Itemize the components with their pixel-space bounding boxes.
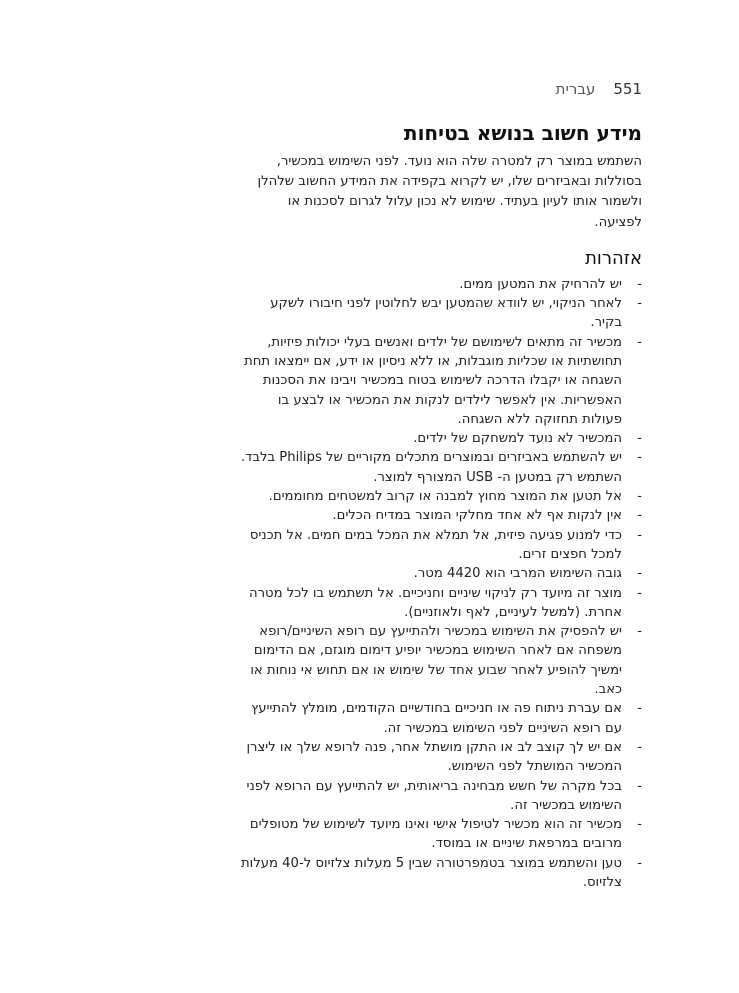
warning-item	[237, 854, 642, 893]
bullet-dash: -	[637, 855, 642, 871]
warning-item	[237, 738, 642, 777]
bullet-dash: -	[637, 527, 642, 543]
warning-item	[237, 699, 642, 738]
warning-item	[237, 487, 642, 506]
warning-text: מכשיר זה הוא מכשיר לטיפול אישי ואינו מיועד לשימוש של מטופלים מרובים במרפאת שיניים או במוסד.	[249, 817, 622, 852]
warning-text: לאחר הניקוי, יש לוודא שהמטען יבש לחלוטין לפני חיבורו לשקע בקיר.	[270, 296, 622, 331]
warning-text: המכשיר לא נועד למשחקם של ילדים.	[413, 431, 622, 447]
bullet-dash: -	[637, 817, 642, 833]
warning-item	[237, 815, 642, 854]
warning-item	[237, 526, 642, 565]
warning-text: טען והשתמש במוצר בטמפרטורה שבין 5 מעלות צלזיוס ל-40 מעלות צלזיוס.	[241, 855, 622, 891]
page-header	[342, 80, 642, 102]
warning-text: אין לנקות אף לא אחד מחלקי המוצר במדיח הכלים.	[332, 508, 622, 524]
language-label: עברית	[555, 80, 596, 98]
bullet-dash: -	[637, 296, 642, 312]
page-title: מידע חשוב בנושא בטיחות	[403, 121, 642, 145]
warning-text: מוצר זה מיועד רק לניקוי שיניים וחניכיים. אל תשתמש בו לכל מטרה אחרת. (למשל לעיניים, לאף ולאוזניים).	[249, 585, 622, 620]
warning-text: בכל מקרה של חשש מבחינה בריאותית, יש להתייעץ עם הרופא לפני השימוש במכשיר זה.	[246, 778, 622, 813]
bullet-dash: -	[637, 701, 642, 717]
warnings-heading: אזהרות	[585, 247, 642, 269]
warning-item	[237, 294, 642, 333]
page-number: 551	[613, 80, 642, 98]
bullet-dash: -	[637, 450, 642, 466]
warning-text: יש להרחיק את המטען ממים.	[459, 276, 622, 292]
warning-text: מכשיר זה מתאים לשימושם של ילדים ואנשים בעלי יכולות פיזיות, תחושתיות או שכליות מוגבלות, או ללא ניסיון או ידע, אם יימצאו תחת השגחה או יקבלו הדרכה לשימוש בטוח במכשיר ויבינו את הסכנות האפשריות. אין לאפשר לילדים לנקות את המכשיר או לבצע בו פעולות תחזוקה ללא השגחה.	[244, 334, 622, 427]
warning-item	[237, 506, 642, 525]
warning-item	[237, 564, 642, 583]
bullet-dash: -	[637, 624, 642, 640]
bullet-dash: -	[637, 508, 642, 524]
warning-item	[237, 333, 642, 429]
warnings-list	[237, 275, 642, 893]
warning-item	[237, 584, 642, 623]
bullet-dash: -	[637, 585, 642, 601]
warning-item	[237, 448, 642, 487]
bullet-dash: -	[637, 566, 642, 582]
intro-paragraph: השתמש במוצר רק למטרה שלה הוא נועד. לפני השימוש במכשיר, בסוללות ובאביזרים שלו, יש לקרוא בקפידה את המידע החשוב שלהלן ולשמור אותו לעיון בעתיד. שימוש לא נכון עלול לגרום לסכנות או לפציעה.	[257, 154, 642, 230]
warning-text: יש להפסיק את השימוש במכשיר ולהתייעץ עם רופא השיניים/רופא משפחה אם לאחר השימוש במכשיר יופיע דימום מוגזם, אם הדימום ימשיך להופיע לאחר שבוע אחד של שימוש או אם תחוש אי נוחות או כאב.	[250, 624, 622, 698]
bullet-dash: -	[637, 276, 642, 292]
warning-text: יש להשתמש באביזרים ובמוצרים מתכלים מקוריים של Philips בלבד. השתמש רק במטען ה- USB המצורף למוצר.	[240, 450, 622, 485]
bullet-dash: -	[637, 431, 642, 447]
warning-item	[237, 275, 642, 294]
bullet-dash: -	[637, 739, 642, 755]
page-content	[237, 118, 642, 892]
warning-text: אם יש לך קוצב לב או התקן מושתל אחר, פנה לרופא שלך או ליצרן המכשיר המושתל לפני השימוש.	[246, 739, 622, 775]
warning-item	[237, 777, 642, 816]
warning-item	[237, 622, 642, 699]
warning-item	[237, 429, 642, 448]
bullet-dash: -	[637, 334, 642, 350]
warning-text: אם עברת ניתוח פה או חניכיים בחודשיים הקודמים, מומלץ להתייעץ עם רופא השיניים לפני השימוש במכשיר זה.	[251, 701, 622, 736]
bullet-dash: -	[637, 489, 642, 505]
warning-text: גובה השימוש המרבי הוא 4420 מטר.	[413, 566, 622, 582]
warning-text: כדי למנוע פגיעה פיזית, אל תמלא את המכל במים חמים. אל תכניס למכל חפצים זרים.	[249, 527, 622, 562]
warning-text: אל תטען את המוצר מחוץ למבנה או קרוב למשטחים מחוממים.	[268, 489, 622, 505]
bullet-dash: -	[637, 778, 642, 794]
